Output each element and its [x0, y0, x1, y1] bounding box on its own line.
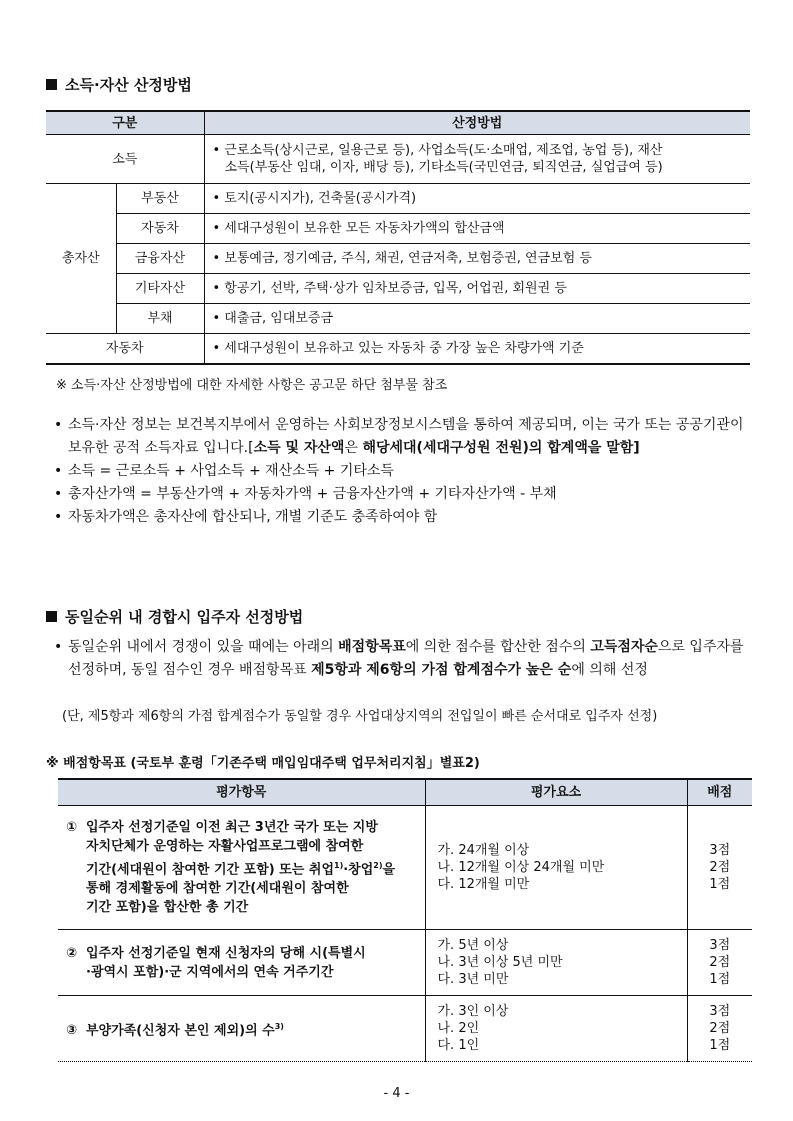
asset-method-real-estate: • 토지(공시지가), 건축물(공시가격)	[204, 184, 750, 214]
elements-3: 가. 3인 이상 나. 2인 다. 1인	[425, 996, 687, 1062]
square-bullet-icon	[46, 611, 57, 622]
header-evaluation-item: 평가항목	[58, 779, 425, 806]
table-row	[46, 334, 750, 365]
score-table	[58, 778, 752, 1062]
section-title-income-assets: 소득·자산 산정방법	[46, 74, 192, 95]
item-1: ① 입주자 선정기준일 이전 최근 3년간 국가 또는 지방 자치단체가 운영하는 자활사업프로그램에 참여한 기간(세대원이 참여한 기간 포함) 또는 취업$^{1)}$·창업$^{2)}$을 통해 경제활동에 참여한 기간(세대원이 참여한 기간 포함)을 합산한 총 기간	[58, 806, 425, 930]
asset-method-financial: • 보통예금, 정기예금, 주식, 채권, 연금저축, 보험증권, 연금보험 등	[204, 244, 750, 274]
item-3: ③ 부양가족(신청자 본인 제외)의 수$^{3)}$	[58, 996, 425, 1062]
scores-1: 3점 2점 1점	[687, 806, 752, 930]
income-assets-table	[46, 110, 750, 365]
elements-1: 가. 24개월 이상 나. 12개월 이상 24개월 미만 다. 12개월 미만	[425, 806, 687, 930]
elements-2: 가. 5년 이상 나. 3년 이상 5년 미만 다. 3년 미만	[425, 930, 687, 996]
header-category: 구분	[46, 111, 204, 135]
asset-label-car: 자동차	[116, 214, 204, 244]
bullet-selection-method: • 동일순위 내에서 경쟁이 있을 때에는 아래의 배점항목표에 의한 점수를 합산한 점수의 고득점자순으로 입주자를 선정하며, 동일 점수인 경우 배점항목표 제5항과 제6항의 가점 합계점수가 높은 순에 의해 선정	[52, 636, 752, 682]
scores-2: 3점 2점 1점	[687, 930, 752, 996]
asset-label-financial: 금융자산	[116, 244, 204, 274]
asset-method-car: • 세대구성원이 보유한 모든 자동차가액의 합산금액	[204, 214, 750, 244]
header-score: 배점	[687, 779, 752, 806]
section-title-tie-breaker: 동일순위 내 경합시 입주자 선정방법	[46, 606, 303, 627]
reference-note: ※ 소득·자산 산정방법에 대한 자세한 사항은 공고문 하단 첨부물 참조	[56, 378, 448, 393]
table-row	[46, 244, 750, 274]
asset-method-other: • 항공기, 선박, 주택·상가 임차보증금, 입목, 어업권, 회원권 등	[204, 274, 750, 304]
table-row	[46, 304, 750, 334]
table-row	[46, 135, 750, 184]
income-bullets	[52, 414, 752, 529]
table-row	[46, 184, 750, 214]
row-label-income: 소득	[46, 135, 204, 184]
header-method: 산정방법	[204, 111, 750, 135]
asset-label-debt: 부채	[116, 304, 204, 334]
asset-label-real-estate: 부동산	[116, 184, 204, 214]
table-row	[58, 996, 752, 1062]
bullet-public-data: • 소득·자산 정보는 보건복지부에서 운영하는 사회보장정보시스템을 통하여 제공되며, 이는 국가 또는 공공기관이 보유한 공적 소득자료 입니다.[소득 및 자산액은 해당세대(세대구성원 전원)의 합계액을 말함]	[52, 414, 752, 460]
bullet-income-formula: • 소득 = 근로소득 + 사업소득 + 재산소득 + 기타소득	[52, 460, 752, 483]
row-label-total-assets: 총자산	[46, 184, 116, 334]
asset-method-debt: • 대출금, 임대보증금	[204, 304, 750, 334]
bullet-assets-formula: • 총자산가액 = 부동산가액 + 자동차가액 + 금융자산가액 + 기타자산가액 - 부채	[52, 483, 752, 506]
tie-breaker-note: (단, 제5항과 제6항의 가점 합계점수가 동일할 경우 사업대상지역의 전입일이 빠른 순서대로 입주자 선정)	[62, 709, 658, 724]
table-row	[46, 274, 750, 304]
tie-breaker-bullets	[52, 636, 752, 682]
bullet-car-value: • 자동차가액은 총자산에 합산되나, 개별 기준도 충족하여야 함	[52, 506, 752, 529]
score-table-caption: ※ 배점항목표 (국토부 훈령「기존주택 매입임대주택 업무처리지침」별표2)	[46, 756, 480, 771]
header-evaluation-element: 평가요소	[425, 779, 687, 806]
asset-label-other: 기타자산	[116, 274, 204, 304]
income-method: • 근로소득(상시근로, 일용근로 등), 사업소득(도·소매업, 제조업, 농업 등), 재산 소득(부동산 임대, 이자, 배당 등), 기타소득(국민연금, 퇴직연금, 실업급여 등)	[204, 135, 750, 184]
table-row	[46, 214, 750, 244]
table-row	[58, 930, 752, 996]
scores-3: 3점 2점 1점	[687, 996, 752, 1062]
row-label-vehicle: 자동차	[46, 334, 204, 365]
table-row	[58, 806, 752, 930]
item-2: ② 입주자 선정기준일 현재 신청자의 당해 시(특별시 ·광역시 포함)·군 지역에서의 연속 거주기간	[58, 930, 425, 996]
page-number: - 4 -	[383, 1086, 410, 1101]
vehicle-method: • 세대구성원이 보유하고 있는 자동차 중 가장 높은 차량가액 기준	[204, 334, 750, 365]
square-bullet-icon	[46, 79, 57, 90]
